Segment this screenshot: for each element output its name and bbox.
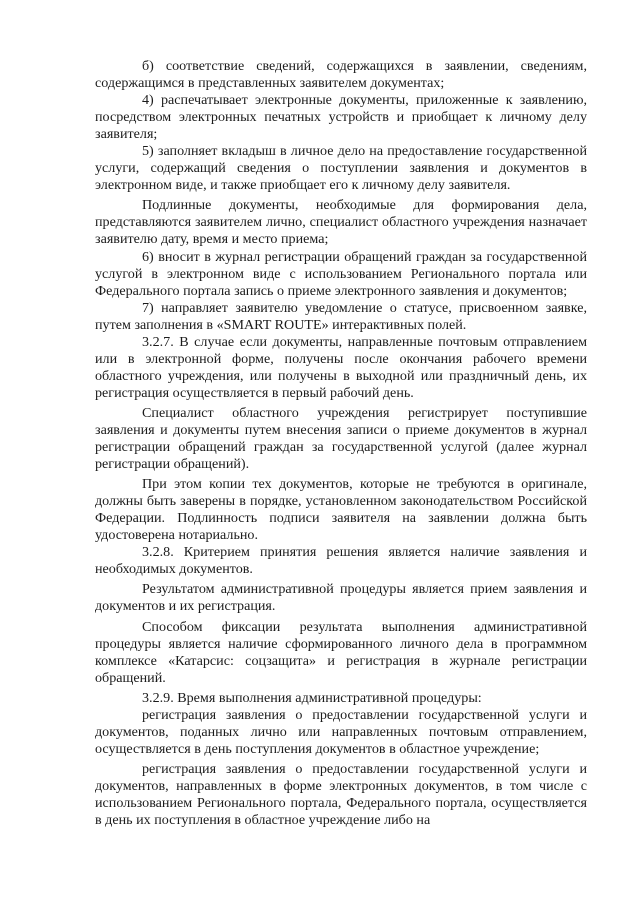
paragraph-copies: При этом копии тех документов, которые не требуются в оригинале, должны быть заверены в порядке, установленном законодательством Российской Федерации. Подлинность подписи заявителя на заявлении должна быть удостоверена нотариально. bbox=[95, 476, 587, 544]
paragraph-result: Результатом административной процедуры является прием заявления и документов и их регистрация. bbox=[95, 581, 587, 615]
paragraph-item-b: б) соответствие сведений, содержащихся в заявлении, сведениям, содержащимся в представленных заявителем документах; bbox=[95, 58, 587, 92]
document-page bbox=[95, 58, 587, 829]
paragraph-item-5: 5) заполняет вкладыш в личное дело на предоставление государственной услуги, содержащий сведения о поступлении заявления и документов в электронном виде, и также приобщает его к личному делу заявителя. bbox=[95, 143, 587, 194]
paragraph-3-2-7: 3.2.7. В случае если документы, направленные почтовым отправлением или в электронной форме, получены после окончания рабочего времени областного учреждения, или получены в выходной или праздничный день, их регистрация осуществляется в первый рабочий день. bbox=[95, 333, 587, 401]
paragraph-original-documents: Подлинные документы, необходимые для формирования дела, представляются заявителем лично, специалист областного учреждения назначает заявителю дату, время и место приема; bbox=[95, 197, 587, 248]
paragraph-registration-in-person: регистрация заявления о предоставлении государственной услуги и документов, поданных лично или направленных почтовым отправлением, осуществляется в день поступления документов в областное учреждение; bbox=[95, 706, 587, 757]
paragraph-3-2-8: 3.2.8. Критерием принятия решения является наличие заявления и необходимых документов. bbox=[95, 544, 587, 578]
paragraph-item-6: 6) вносит в журнал регистрации обращений граждан за государственной услугой в электронном виде с использованием Регионального портала или Федерального портала запись о приеме электронного заявления и документов; bbox=[95, 248, 587, 299]
paragraph-item-7: 7) направляет заявителю уведомление о статусе, присвоенном заявке, путем заполнения в «SMART ROUTE» интерактивных полей. bbox=[95, 299, 587, 333]
paragraph-registration-electronic: регистрация заявления о предоставлении государственной услуги и документов, направленных в форме электронных документов, в том числе с использованием Регионального портала, Федерального портала, осуществляется в день их поступления в областное учреждение либо на bbox=[95, 760, 587, 829]
paragraph-fixation: Способом фиксации результата выполнения административной процедуры является наличие сформированного личного дела в программном комплексе «Катарсис: соцзащита» и регистрация в журнале регистрации обращений. bbox=[95, 618, 587, 686]
paragraph-item-4: 4) распечатывает электронные документы, приложенные к заявлению, посредством электронных печатных устройств и приобщает к личному делу заявителя; bbox=[95, 92, 587, 143]
paragraph-registration: Специалист областного учреждения регистрирует поступившие заявления и документы путем внесения записи о приеме документов в журнал регистрации обращений граждан за государственной услугой (далее журнал регистрации обращений). bbox=[95, 404, 587, 473]
paragraph-3-2-9: 3.2.9. Время выполнения административной процедуры: bbox=[142, 689, 482, 706]
